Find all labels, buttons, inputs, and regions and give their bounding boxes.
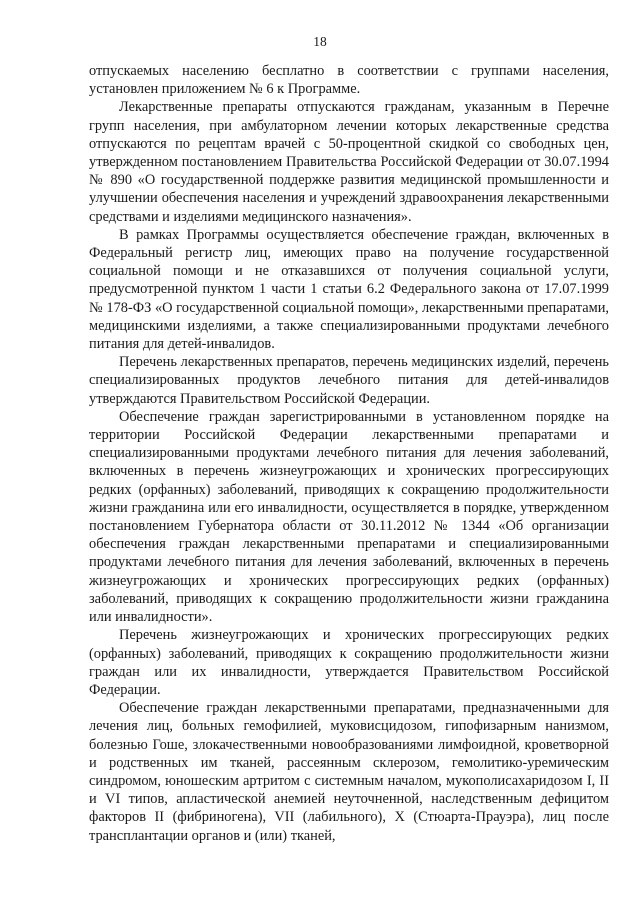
document-body [89, 62, 609, 845]
paragraph-high-cost-nosologies: Обеспечение граждан лекарственными препаратами, предназначенными для лечения лиц, больных гемофилией, муковисцидозом, гипофизарным нанизмом, болезнью Гоше, злокачественными новообразованиями лимфоидной, кроветворной и родственных им тканей, рассеянным склерозом, гемолитико-уремическим синдромом, юношеским артритом с системным началом, мукополисахаридозом I, II и VI типов, апластической анемией неуточненной, наследственным дефицитом факторов II (фибриногена), VII (лабильного), X (Стюарта-Прауэра), лиц после трансплантации органов и (или) тканей, [89, 700, 609, 844]
paragraph-orphan-list: Перечень жизнеугрожающих и хронических прогрессирующих редких (орфанных) заболеваний, приводящих к сокращению продолжительности жизни граждан или их инвалидности, утверждается Правительством Российской Федерации. [89, 627, 609, 698]
paragraph-orphan-provision: Обеспечение граждан зарегистрированными в установленном порядке на территории Российской Федерации лекарственными препаратами и специализированными продуктами лечебного питания для лечения заболеваний, включенных в перечень жизнеугрожающих и хронических прогрессирующих редких (орфанных) заболеваний, приводящих к сокращению продолжительности жизни гражданина или его инвалидности, осуществляется в порядке, утвержденном постановлением Губернатора области от 30.11.2012 № 1344 «Об организации обеспечения граждан лекарственными препаратами и специализированными продуктами лечебного питания для лечения заболеваний, включенных в перечень жизнеугрожающих и хронических прогрессирующих редких (орфанных) заболеваний, приводящих к сокращению продолжительности жизни гражданина или инвалидности». [89, 408, 609, 626]
paragraph-continuation: отпускаемых населению бесплатно в соответствии с группами населения, установлен приложением № 6 к Программе. [89, 63, 609, 98]
page-number: 18 [313, 34, 327, 49]
paragraph-lists-approval: Перечень лекарственных препаратов, перечень медицинских изделий, перечень специализированных продуктов лечебного питания для детей-инвалидов утверждаются Правительством Российской Федерации. [89, 354, 609, 407]
paragraph-federal-register: В рамках Программы осуществляется обеспечение граждан, включенных в Федеральный регистр лиц, имеющих право на получение государственной социальной помощи и не отказавшихся от получения социальной услуги, предусмотренной пунктом 1 части 1 статьи 6.2 Федерального закона от 17.07.1999 № 178-ФЗ «О государственной социальной помощи», лекарственными препаратами, медицинскими изделиями, а также специализированными продуктами лечебного питания для детей-инвалидов. [89, 226, 609, 353]
paragraph-discount-drugs: Лекарственные препараты отпускаются гражданам, указанным в Перечне групп населения, при амбулаторном лечении которых лекарственные средства отпускаются по рецептам врачей с 50-процентной скидкой со свободных цен, утвержденном постановлением Правительства Российской Федерации от 30.07.1994 № 890 «О государственной поддержке развития медицинской промышленности и улучшении обеспечения населения и учреждений здравоохранения лекарственными средствами и изделиями медицинского назначения». [89, 99, 609, 225]
